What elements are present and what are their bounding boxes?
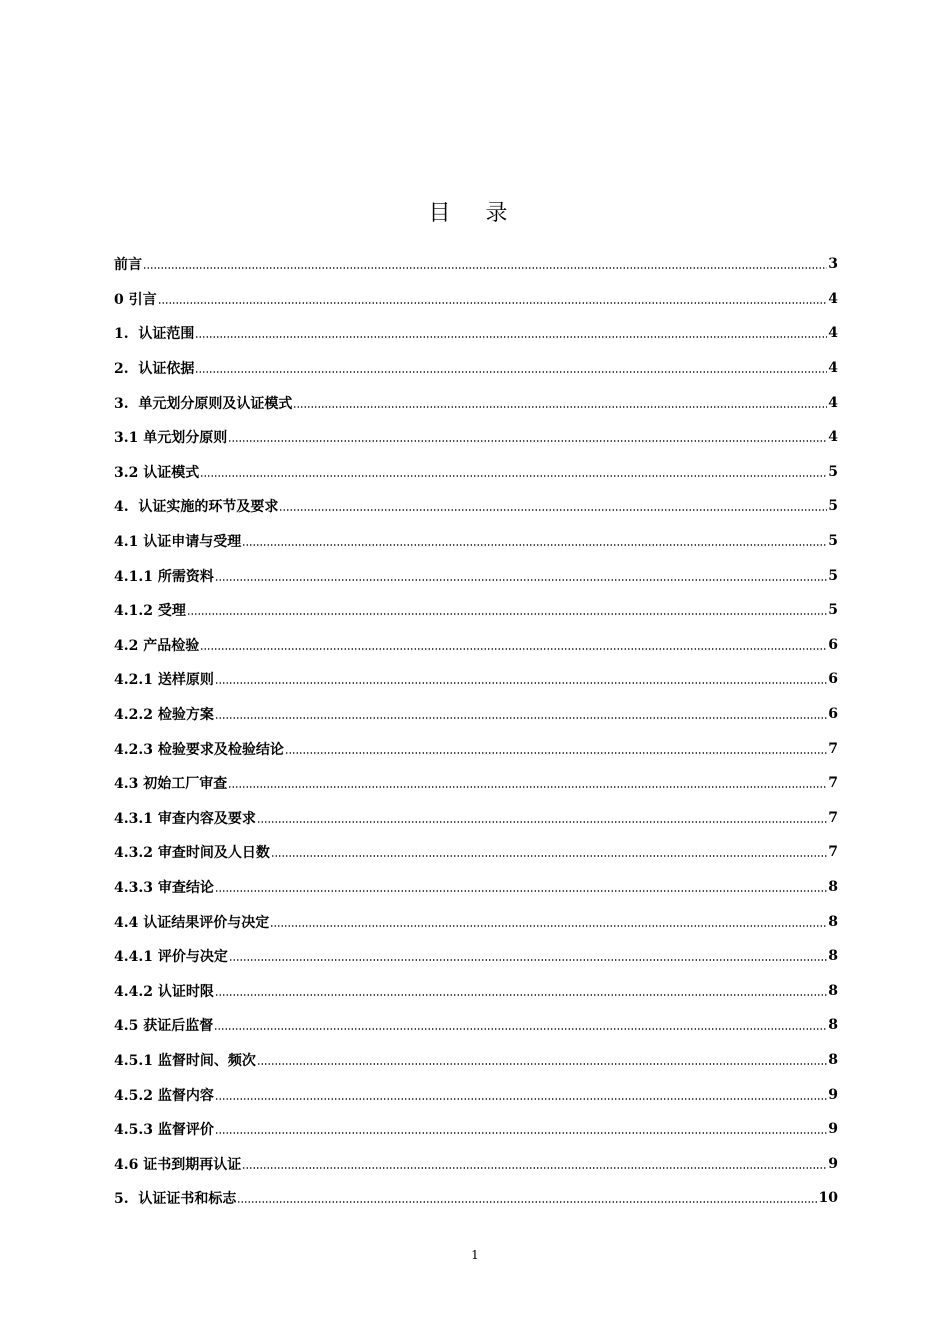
toc-entry[interactable] <box>114 420 838 455</box>
toc-entry[interactable] <box>114 247 838 282</box>
toc-entry[interactable] <box>114 385 838 420</box>
toc-entry-page: 7 <box>828 740 838 757</box>
toc-entry-page: 7 <box>828 844 838 861</box>
toc-entry[interactable] <box>114 870 838 905</box>
toc-entry[interactable] <box>114 1008 838 1043</box>
dot-leader <box>237 1201 817 1203</box>
toc-entry-label: 4.1.2 受理 <box>114 603 186 620</box>
toc-entry-page: 8 <box>828 913 838 930</box>
toc-entry-page: 4 <box>828 360 838 377</box>
dot-leader <box>257 821 827 823</box>
toc-entry-label: 4.4.2 认证时限 <box>114 983 214 1000</box>
dot-leader <box>215 1132 827 1134</box>
toc-entry-page: 5 <box>828 498 838 515</box>
toc-entry-page: 3 <box>828 256 838 273</box>
toc-entry-label: 4.2.2 检验方案 <box>114 707 214 724</box>
toc-entry-page: 4 <box>828 325 838 342</box>
page-number: 1 <box>471 1248 479 1262</box>
toc-entry-page: 9 <box>828 1086 838 1103</box>
toc-entry-page: 5 <box>828 463 838 480</box>
toc-entry[interactable] <box>114 558 838 593</box>
toc-entry[interactable] <box>114 973 838 1008</box>
toc-entry-page: 6 <box>828 671 838 688</box>
toc-entry-label: 3.1 单元划分原则 <box>114 430 228 447</box>
dot-leader <box>270 925 827 927</box>
toc-entry-label: 4.5 获证后监督 <box>114 1018 214 1035</box>
toc-entry-label: 4.1.1 所需资料 <box>114 568 214 585</box>
toc-entry-label: 4.3 初始工厂审查 <box>114 776 228 793</box>
toc-entry-page: 4 <box>828 290 838 307</box>
dot-leader <box>242 544 827 546</box>
toc-entry-page: 4 <box>828 394 838 411</box>
toc-entry[interactable] <box>114 904 838 939</box>
toc-entry-label: 3.2 认证模式 <box>114 464 200 481</box>
dot-leader <box>271 855 827 857</box>
toc-entry[interactable] <box>114 489 838 524</box>
toc-entry[interactable] <box>114 1043 838 1078</box>
toc-entry-label: 4.5.2 监督内容 <box>114 1087 214 1104</box>
toc-entry-page: 5 <box>828 602 838 619</box>
toc-entry-label: 4.3.3 审查结论 <box>114 879 214 896</box>
dot-leader <box>293 406 827 408</box>
toc-entry-label: 4.6 证书到期再认证 <box>114 1156 242 1173</box>
toc-entry-page: 9 <box>828 1155 838 1172</box>
dot-leader <box>215 994 827 996</box>
toc-entry-label: 5. 认证证书和标志 <box>114 1191 237 1208</box>
toc-entry[interactable] <box>114 1112 838 1147</box>
toc-entry[interactable] <box>114 316 838 351</box>
page-title: 目 录 <box>428 201 522 226</box>
toc-entry-label: 4.4 认证结果评价与决定 <box>114 914 270 931</box>
toc-entry-page: 5 <box>828 533 838 550</box>
dot-leader <box>187 613 827 615</box>
toc-entry-label: 1. 认证范围 <box>114 326 195 343</box>
toc-entry-label: 前言 <box>114 257 142 274</box>
dot-leader <box>279 509 827 511</box>
dot-leader <box>242 1167 827 1169</box>
toc-entry-page: 7 <box>828 809 838 826</box>
toc-entry[interactable] <box>114 835 838 870</box>
dot-leader <box>214 1028 827 1030</box>
toc-entry-page: 8 <box>828 1017 838 1034</box>
toc-entry-page: 8 <box>828 948 838 965</box>
toc-entry[interactable] <box>114 1181 838 1216</box>
toc-entry-page: 10 <box>818 1190 838 1207</box>
toc-entry-label: 0 引言 <box>114 291 157 308</box>
toc-entry-label: 4.3.1 审查内容及要求 <box>114 810 256 827</box>
toc-entry-label: 4.1 认证申请与受理 <box>114 534 242 551</box>
toc-entry[interactable] <box>114 731 838 766</box>
dot-leader <box>257 1063 827 1065</box>
dot-leader <box>215 579 827 581</box>
toc-entry[interactable] <box>114 1077 838 1112</box>
dot-leader <box>195 371 827 373</box>
table-of-contents <box>114 247 838 1216</box>
toc-entry-page: 8 <box>828 982 838 999</box>
toc-entry[interactable] <box>114 455 838 490</box>
dot-leader <box>200 648 827 650</box>
toc-entry-page: 8 <box>828 878 838 895</box>
toc-entry[interactable] <box>114 628 838 663</box>
toc-entry-label: 4.3.2 审查时间及人日数 <box>114 845 270 862</box>
toc-entry-page: 6 <box>828 636 838 653</box>
dot-leader <box>215 717 827 719</box>
toc-entry[interactable] <box>114 766 838 801</box>
toc-entry-label: 4.2.1 送样原则 <box>114 672 214 689</box>
toc-entry-label: 4.2 产品检验 <box>114 637 200 654</box>
dot-leader <box>200 475 827 477</box>
toc-entry[interactable] <box>114 801 838 836</box>
dot-leader <box>195 336 827 338</box>
toc-entry[interactable] <box>114 1146 838 1181</box>
toc-entry-page: 7 <box>828 775 838 792</box>
toc-entry-label: 4.2.3 检验要求及检验结论 <box>114 741 284 758</box>
toc-entry-page: 9 <box>828 1121 838 1138</box>
toc-entry[interactable] <box>114 662 838 697</box>
dot-leader <box>158 302 828 304</box>
toc-entry[interactable] <box>114 282 838 317</box>
toc-entry-page: 6 <box>828 706 838 723</box>
dot-leader <box>215 1098 827 1100</box>
dot-leader <box>215 682 827 684</box>
toc-entry-label: 3. 单元划分原则及认证模式 <box>114 395 293 412</box>
toc-entry[interactable] <box>114 939 838 974</box>
dot-leader <box>229 959 827 961</box>
toc-entry-label: 2. 认证依据 <box>114 361 195 378</box>
toc-entry-label: 4.5.1 监督时间、频次 <box>114 1052 256 1069</box>
toc-entry-page: 4 <box>828 429 838 446</box>
toc-entry-label: 4.5.3 监督评价 <box>114 1122 214 1139</box>
dot-leader <box>143 267 827 269</box>
dot-leader <box>228 440 827 442</box>
dot-leader <box>215 890 827 892</box>
toc-entry-label: 4. 认证实施的环节及要求 <box>114 499 279 516</box>
dot-leader <box>285 752 827 754</box>
toc-entry[interactable] <box>114 524 838 559</box>
dot-leader <box>228 786 827 788</box>
toc-entry[interactable] <box>114 593 838 628</box>
toc-entry-page: 5 <box>828 567 838 584</box>
toc-entry[interactable] <box>114 351 838 386</box>
toc-entry-label: 4.4.1 评价与决定 <box>114 949 228 966</box>
toc-entry[interactable] <box>114 697 838 732</box>
toc-entry-page: 8 <box>828 1051 838 1068</box>
